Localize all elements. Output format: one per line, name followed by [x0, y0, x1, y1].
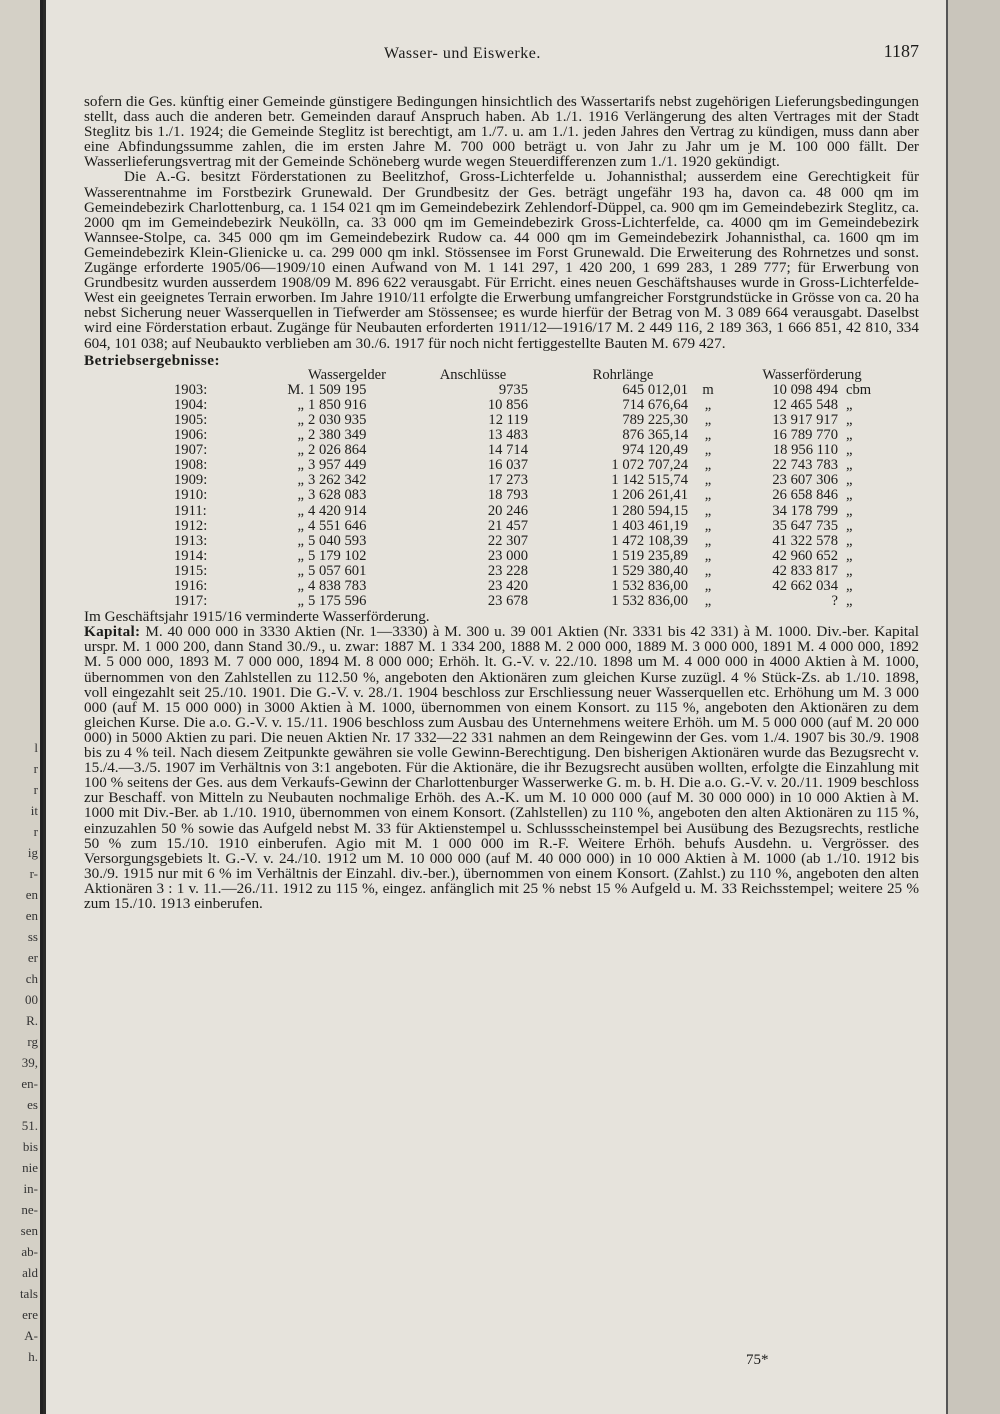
row-rohrlaenge-unit: „: [704, 442, 712, 459]
row-rohrlaenge: 1 403 461,19: [611, 517, 688, 534]
margin-fragment: in-: [23, 1181, 38, 1196]
row-wassergelder: 2 030 935: [308, 411, 367, 428]
row-wasserfoerderung: 16 789 770: [772, 427, 838, 444]
row-rohrlaenge: 1 072 707,24: [611, 457, 688, 474]
row-rohrlaenge: 1 206 261,41: [611, 487, 688, 504]
results-title: Betriebsergebnisse:: [84, 351, 221, 369]
row-currency: „: [297, 532, 304, 549]
row-wassergelder: 5 057 601: [308, 562, 367, 579]
margin-fragment: ss: [27, 929, 38, 944]
row-wassergelder: 3 262 342: [308, 472, 367, 489]
row-year: 1913:: [174, 532, 208, 549]
row-year: 1904:: [174, 396, 208, 413]
running-title: Wasser- und Eiswerke.: [384, 45, 541, 62]
margin-fragment: r: [33, 782, 38, 797]
row-wasserfoerderung-unit: „: [846, 578, 853, 594]
row-rohrlaenge: 1 280 594,15: [611, 502, 688, 519]
row-wasserfoerderung-unit: „: [846, 472, 853, 489]
margin-fragment: h.: [28, 1349, 38, 1364]
results-header-row: [174, 368, 896, 383]
paragraph-property: Die A.-G. besitzt Förderstationen zu Beelitzhof, Gross-Lichterfelde u. Johannisthal; ausserdem eine Gerechtigkeit für Wasserentnahme im Forstbezirk Grunewald. Der Grundbesitz der Ges. beträgt ungefähr 193 ha, davon ca. 48 000 qm im Gemeindebezirk Charlottenburg, ca. 1 154 021 qm im Gemeindebezirk Zehlendorf-Düppel, ca. 900 qm im Gemeindebezirk Steglitz, ca. 2000 qm im Gemeindebezirk Neukölln, ca. 33 000 qm im Gemeindebezirk Gross-Lichterfelde, ca. 4000 qm im Gemeindebezirk Wannsee-Stolpe, ca. 345 000 qm im Gemeindebezirk Rudow ca. 44 000 qm im Gemeindebezirk Johannisthal, ca. 1600 qm im Gemeindebezirk Klein-Glienicke u. ca. 299 000 qm inkl. Stössensee im Forst Grunewald. Die Erweiterung des Rohrnetzes und sonst. Zugänge erforderte 1905/06—1909/10 einen Aufwand von M. 1 141 297, 1 420 200, 1 699 283, 1 289 777; für Erwerbung von Grundbesitz wurden ausserdem 1908/09 M. 896 622 verausgabt. Für Erricht. eines neuen Geschäftshauses wurde in Gross-Lichterfelde-West ein geeignetes Terrain erworben. Im Jahre 1910/11 erfolgte die Erwerbung umfangreicher Forstgrundstücke in Grösse von ca. 20 ha nebst Sicherung neuer Wasserquellen in Tiefwerder am Stössensee; es wurde hierfür der Betrag von M. 3 089 664 verausgabt. Daselbst wird eine Förderstation erbaut. Zugänge für Neubauten erforderten 1911/12—1916/17 M. 2 449 116, 2 189 363, 1 666 851, 42 810, 334 604, 101 038; auf Neubaukto verblieben am 30./6. 1917 für noch nicht fertiggestellte Bauten M. 679 427.: [84, 168, 919, 352]
row-wassergelder: 3 628 083: [308, 487, 367, 504]
row-wassergelder: 3 957 449: [308, 457, 367, 474]
margin-fragment: 00: [25, 992, 38, 1007]
row-rohrlaenge-unit: „: [704, 396, 712, 413]
row-wasserfoerderung: 23 607 306: [772, 472, 838, 489]
row-rohrlaenge-unit: „: [704, 487, 712, 504]
kapital-text: M. 40 000 000 in 3330 Aktien (Nr. 1—3330) à M. 300 u. 39 001 Aktien (Nr. 3331 bis 42 331) à M. 1000. Div.-ber. Kapital urspr. M. 1 000 200, dann Stand 30./9., u. zwar: 1887 M. 1 334 200, 1888 M. 2 000 000, 1889 M. 3 000 000, 1891 M. 4 000 000, 1892 M. 5 000 000, 1893 M. 7 000 000, 1894 M. 8 000 000; Erhöh. lt. G.-V. v. 22./10. 1898 um M. 4 000 000 in 4000 Aktien à M. 1000, übernommen von den Zahlstellen zu 112.50 %, angeboten den Aktionären zum gleichen Kurse zuzügl. 4 % Stück-Zs. ab 1./10. 1898, voll eingezahlt seit 25./10. 1901. Die G.-V. v. 28./1. 1904 beschloss zur Erschliessung neuer Wasserquellen etc. Erhöhung um M. 3 000 000 (auf M. 15 000 000) in 3000 Aktien à M. 1000, übernommen von einem Konsort. zu 115 %, angeboten den Aktionären zu dem gleichen Kurse. Die a.o. G.-V. v. 15./11. 1906 beschloss zum Ausbau des Unternehmens weitere Erhöh. um M. 5 000 000 (auf M. 20 000 000) in 5000 Aktien zu pari. Die neuen Aktien Nr. 17 332—22 331 nahmen an dem Reingewinn der Ges. vom 1./4. 1907 bis 30./9. 1908 bis zu 4 % teil. Nach diesem Zeitpunkte gewähren sie volle Gewinn-Berechtigung. Den bisherigen Aktionären wurde das Bezugsrecht v. 15./4.—3./5. 1907 im Verhältnis von 3:1 angeboten. Für die Aktionäre, die ihr Bezugsrecht ausüben wollten, erfolgte die Einzahlung mit 100 % seitens der Ges. aus dem Verkaufs-Gewinn der Charlottenburger Wasserwerke G. m. b. H. Die a.o. G.-V. v. 20./11. 1909 beschloss zur Beschaff. von Mitteln zu Neubauten nochmalige Erhöh. des A.-K. um M. 10 000 000 (auf M. 30 000 000) in 10 000 Aktien à M. 1000 mit Div.-Ber. ab 1./10. 1910, übernommen von einem Konsort. (Zahlstellen) zu 110 %, angeboten den alten Aktionären zu 115 %, einzuzahlen 50 % sowie das Aufgeld nebst M. 33 für Aktienstempel u. Schlussscheinstempel bei Ausübung des Bezugsrechts, restliche 50 % zum 15./10. 1910 einberufen. Agio mit M. 1 000 000 im R.-F. Weitere Erhöh. behufs Ausdehn. u. Vergrösser. des Versorgungsgebiets lt. G.-V. v. 24./10. 1912 um M. 10 000 000 (auf M. 40 000 000) in 10 000 Aktien à M. 1000 (ab 1./10. 1912 bis 30./9. 1915 nur mit 6 % im Verhältnis der Einzahl. div.-ber.), übernommen von einem Konsort. (Zahlst.) zu 110 %, angeboten den alten Aktionären 3 : 1 v. 11.—26./11. 1912 zu 115 %, eingez. anfänglich mit 25 % nebst 15 % Aufgeld u. M. 33 Reichsstempel; weitere 25 % zum 15./10. 1913 einberufen.: [84, 623, 919, 912]
row-rohrlaenge: 1 472 108,39: [611, 532, 688, 549]
row-wasserfoerderung: 42 833 817: [772, 562, 838, 579]
row-rohrlaenge: 1 532 836,00: [611, 578, 688, 594]
row-wassergelder: 5 179 102: [308, 547, 367, 564]
row-rohrlaenge-unit: „: [704, 532, 712, 549]
row-year: 1914:: [174, 547, 208, 564]
row-rohrlaenge-unit: „: [704, 502, 712, 519]
signature-mark: 75*: [746, 1352, 769, 1368]
col-wassergelder: Wassergelder: [308, 366, 386, 383]
results-row: [174, 413, 896, 428]
row-year: 1908:: [174, 457, 208, 474]
margin-fragment: ab-: [21, 1244, 38, 1259]
row-rohrlaenge-unit: „: [704, 593, 712, 610]
row-wasserfoerderung: 22 743 783: [772, 457, 838, 474]
margin-fragment: ne-: [21, 1202, 38, 1217]
margin-fragment: es: [27, 1097, 38, 1112]
row-wasserfoerderung-unit: „: [846, 411, 853, 428]
row-wasserfoerderung-unit: „: [846, 396, 853, 413]
row-wasserfoerderung: 42 662 034: [772, 578, 838, 594]
row-wasserfoerderung-unit: „: [846, 427, 853, 444]
row-currency: „: [297, 442, 304, 459]
row-year: 1910:: [174, 487, 208, 504]
row-wassergelder: 1 509 195: [308, 381, 367, 398]
row-wassergelder: 4 838 783: [308, 578, 367, 594]
row-wassergelder: 4 420 914: [308, 502, 367, 519]
results-row: [174, 458, 896, 473]
row-anschluesse: 16 037: [487, 457, 528, 474]
col-rohrlaenge: Rohrlänge: [592, 366, 654, 383]
results-note: Im Geschäftsjahr 1915/16 verminderte Wasserförderung.: [84, 608, 430, 626]
row-anschluesse: 12 119: [488, 411, 528, 428]
col-wasserfoerderung: Wasserförderung: [762, 366, 862, 383]
margin-fragment: it: [30, 803, 38, 818]
results-row: [174, 488, 896, 503]
row-anschluesse: 20 246: [487, 502, 528, 519]
row-currency: „: [297, 427, 304, 444]
page-header: [84, 41, 919, 66]
row-anschluesse: 18 793: [487, 487, 528, 504]
row-wasserfoerderung: 42 960 652: [772, 547, 838, 564]
row-wassergelder: 2 026 864: [308, 442, 367, 459]
results-row: [174, 383, 896, 398]
row-wasserfoerderung: 34 178 799: [772, 502, 838, 519]
row-wassergelder: 5 175 596: [308, 593, 367, 610]
row-rohrlaenge-unit: m: [702, 381, 714, 398]
margin-fragment: en-: [21, 1076, 38, 1091]
margin-fragment: r: [33, 824, 38, 839]
row-rohrlaenge: 876 365,14: [622, 427, 688, 444]
row-wasserfoerderung: 13 917 917: [772, 411, 838, 428]
row-currency: „: [297, 457, 304, 474]
row-rohrlaenge: 974 120,49: [622, 442, 688, 459]
row-wasserfoerderung-unit: „: [846, 457, 853, 474]
row-year: 1911:: [174, 502, 207, 519]
margin-fragment: 39,: [21, 1055, 38, 1070]
row-rohrlaenge: 1 529 380,40: [611, 562, 688, 579]
margin-fragment: 51.: [21, 1118, 38, 1133]
margin-fragment: er: [27, 950, 38, 965]
row-currency: „: [297, 411, 304, 428]
row-rohrlaenge: 645 012,01: [622, 381, 688, 398]
row-year: 1916:: [174, 578, 208, 594]
row-year: 1912:: [174, 517, 208, 534]
row-currency: „: [297, 502, 304, 519]
row-currency: „: [297, 562, 304, 579]
row-wasserfoerderung: 26 658 846: [772, 487, 838, 504]
row-year: 1906:: [174, 427, 208, 444]
row-rohrlaenge-unit: „: [704, 457, 712, 474]
row-wasserfoerderung: ?: [831, 593, 838, 610]
margin-fragment: l: [34, 740, 38, 755]
row-wasserfoerderung-unit: „: [846, 532, 853, 549]
row-rohrlaenge-unit: „: [704, 562, 712, 579]
results-row: [174, 398, 896, 413]
row-currency: „: [297, 396, 304, 413]
results-row: [174, 534, 896, 549]
results-row: [174, 428, 896, 443]
row-rohrlaenge: 1 532 836,00: [611, 593, 688, 610]
adjacent-page-edge: [0, 0, 43, 1414]
row-anschluesse: 23 228: [487, 562, 528, 579]
results-row: [174, 549, 896, 564]
results-row: [174, 519, 896, 534]
row-currency: M.: [287, 381, 304, 398]
row-wasserfoerderung: 41 322 578: [772, 532, 838, 549]
margin-fragment: tals: [19, 1286, 38, 1301]
margin-fragment: ald: [22, 1265, 38, 1280]
margin-fragment: en: [25, 908, 38, 923]
row-anschluesse: 22 307: [487, 532, 528, 549]
row-year: 1905:: [174, 411, 208, 428]
row-anschluesse: 13 483: [487, 427, 528, 444]
row-anschluesse: 10 856: [487, 396, 528, 413]
row-year: 1903:: [174, 381, 208, 398]
margin-fragment: A-: [24, 1328, 38, 1343]
scan-border-right: [946, 0, 1000, 1414]
results-row: [174, 579, 896, 594]
row-rohrlaenge-unit: „: [704, 472, 712, 489]
row-wasserfoerderung: 12 465 548: [772, 396, 838, 413]
document-page: [46, 0, 946, 1414]
margin-fragment: bis: [22, 1139, 38, 1154]
row-rohrlaenge: 714 676,64: [622, 396, 688, 413]
margin-fragment: ch: [25, 971, 38, 986]
row-anschluesse: 23 000: [487, 547, 528, 564]
row-anschluesse: 17 273: [487, 472, 528, 489]
row-wassergelder: 2 380 349: [308, 427, 367, 444]
row-currency: „: [297, 593, 304, 610]
kapital-label: Kapital:: [84, 623, 141, 641]
results-row: [174, 594, 896, 609]
margin-fragment: en: [25, 887, 38, 902]
margin-fragment: rg: [27, 1034, 38, 1049]
row-wasserfoerderung-unit: „: [846, 487, 853, 504]
margin-fragment: ig: [27, 845, 38, 860]
row-rohrlaenge-unit: „: [704, 427, 712, 444]
results-row: [174, 443, 896, 458]
row-anschluesse: 23 420: [487, 578, 528, 594]
row-anschluesse: 14 714: [487, 442, 528, 459]
results-row: [174, 473, 896, 488]
results-row: [174, 564, 896, 579]
row-year: 1907:: [174, 442, 208, 459]
row-currency: „: [297, 487, 304, 504]
row-wassergelder: 5 040 593: [308, 532, 367, 549]
row-wasserfoerderung-unit: „: [846, 502, 853, 519]
row-wassergelder: 4 551 646: [308, 517, 367, 534]
row-currency: „: [297, 517, 304, 534]
page-number: 1187: [883, 41, 919, 61]
margin-fragment: r-: [29, 866, 38, 881]
row-anschluesse: 23 678: [487, 593, 528, 610]
row-currency: „: [297, 547, 304, 564]
paragraph-kapital: [84, 624, 919, 911]
row-currency: „: [297, 472, 304, 489]
row-wassergelder: 1 850 916: [308, 396, 367, 413]
margin-fragment: nie: [22, 1160, 38, 1175]
row-wasserfoerderung: 10 098 494: [772, 381, 838, 398]
row-rohrlaenge-unit: „: [704, 411, 712, 428]
row-wasserfoerderung: 18 956 110: [772, 442, 838, 459]
row-rohrlaenge: 1 142 515,74: [611, 472, 688, 489]
results-table: [174, 368, 896, 610]
row-anschluesse: 21 457: [487, 517, 528, 534]
margin-fragment: sen: [20, 1223, 38, 1238]
row-wasserfoerderung: 35 647 735: [772, 517, 838, 534]
row-rohrlaenge-unit: „: [704, 578, 712, 594]
row-rohrlaenge: 789 225,30: [622, 411, 688, 428]
row-rohrlaenge: 1 519 235,89: [611, 547, 688, 564]
row-wasserfoerderung-unit: „: [846, 547, 853, 564]
margin-fragment: ere: [22, 1307, 38, 1322]
row-wasserfoerderung-unit: „: [846, 442, 853, 459]
row-wasserfoerderung-unit: „: [846, 517, 853, 534]
col-anschluesse: Anschlüsse: [439, 366, 507, 383]
row-wasserfoerderung-unit: „: [846, 562, 853, 579]
row-wasserfoerderung-unit: „: [846, 593, 853, 610]
row-year: 1909:: [174, 472, 208, 489]
row-currency: „: [297, 578, 304, 594]
row-rohrlaenge-unit: „: [704, 517, 712, 534]
results-row: [174, 504, 896, 519]
row-year: 1915:: [174, 562, 208, 579]
page-content: [84, 41, 919, 912]
row-wasserfoerderung-unit: cbm: [846, 381, 872, 398]
margin-fragment: r: [33, 761, 38, 776]
row-rohrlaenge-unit: „: [704, 547, 712, 564]
row-anschluesse: 9735: [498, 381, 528, 398]
paragraph-contracts: sofern die Ges. künftig einer Gemeinde günstigere Bedingungen hinsichtlich des Wassertarifs nebst zugehörigen Lieferungsbedingungen stellt, dass auch die anderen betr. Gemeinden darauf Anspruch haben. Ab 1./1. 1916 Verlängerung des alten Vertrages mit der Stadt Steglitz bis 1./1. 1924; die Gemeinde Steglitz ist berechtigt, am 1./7. u. am 1./1. jeden Jahres den Vertrag zu kündigen, muss dann aber eine Abfindungssumme zahlen, die im ersten Jahre M. 700 000 beträgt u. von Jahr zu Jahr um je M. 100 000 fällt. Der Wasserlieferungsvertrag mit der Gemeinde Schöneberg wurde wegen Steuerdifferenzen zum 1./1. 1920 gekündigt.: [84, 93, 919, 171]
margin-fragment: R.: [26, 1013, 38, 1028]
row-year: 1917:: [174, 593, 208, 610]
